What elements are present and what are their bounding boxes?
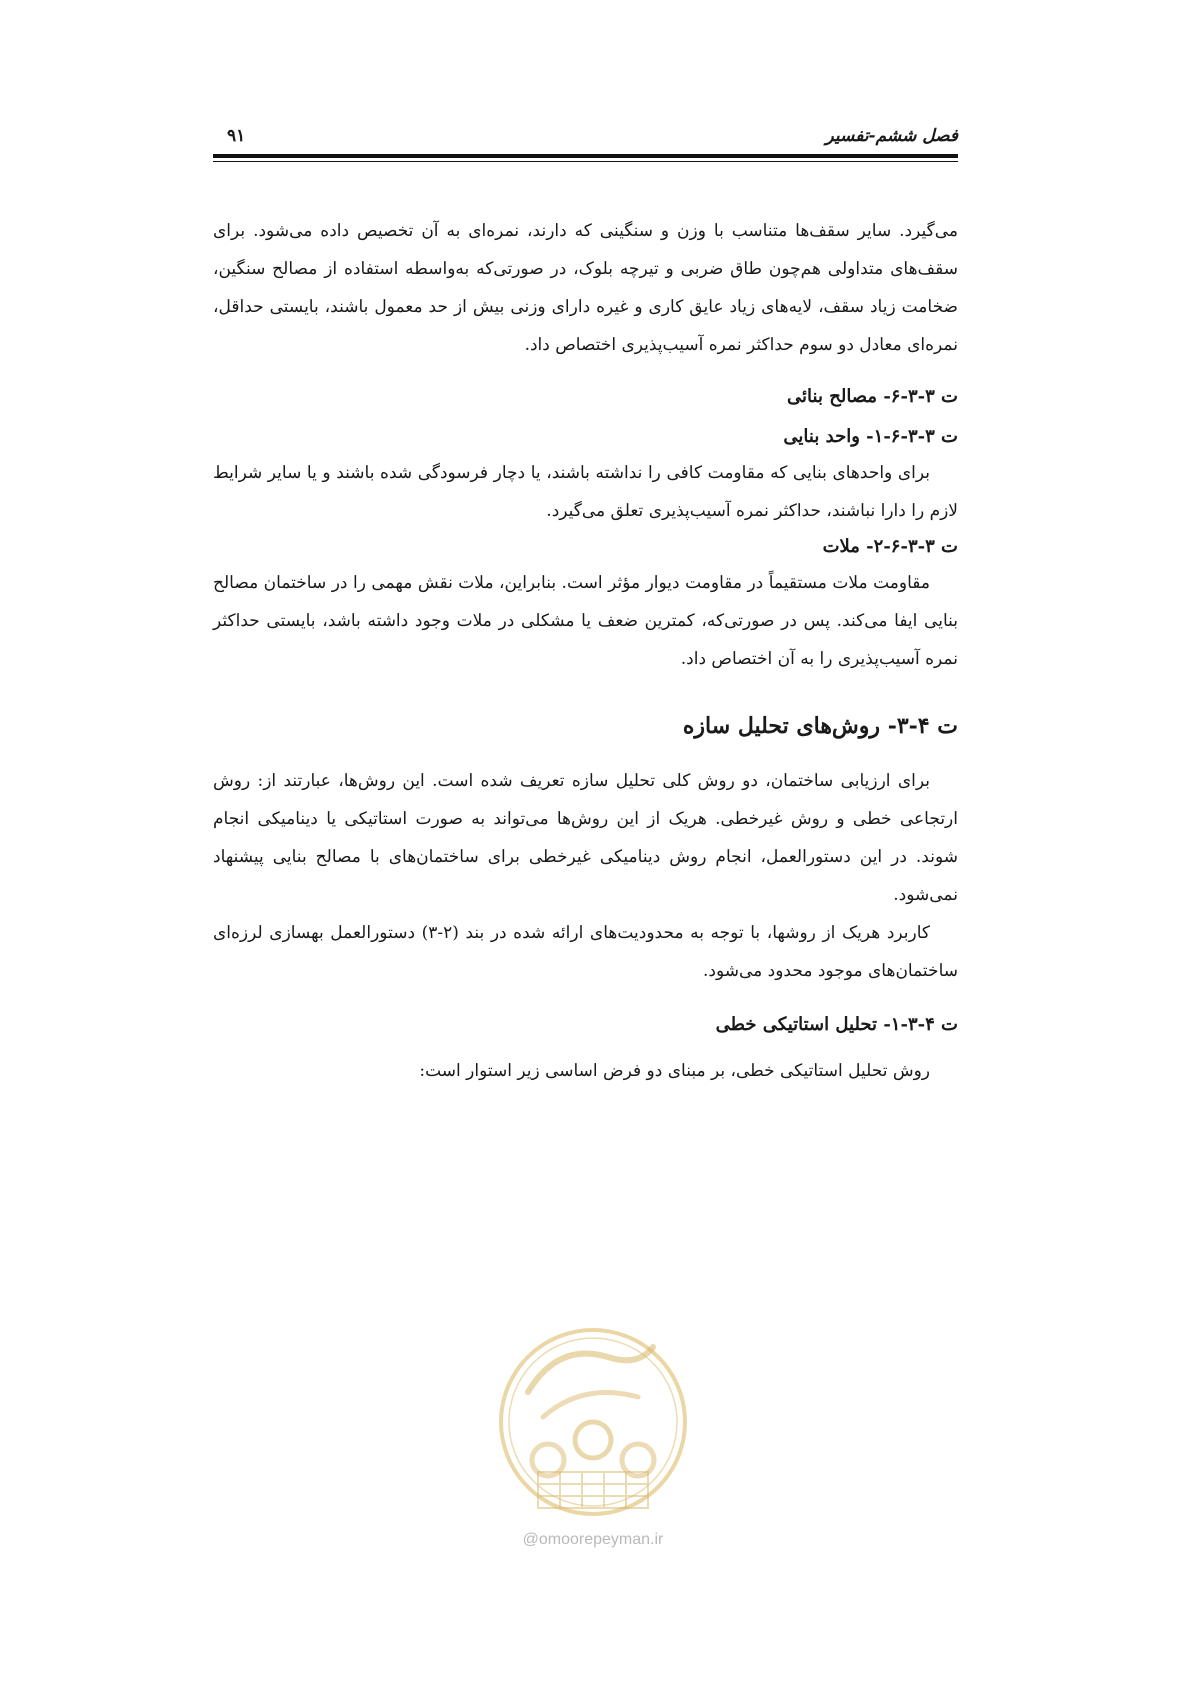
heading-masonry-materials: ت ۳-۳-۶- مصالح بنائی [787, 386, 958, 407]
watermark-logo [488, 1322, 698, 1552]
chapter-title: فصل ششم-تفسیر [825, 126, 958, 146]
heading-linear-static: ت ۴-۳-۱- تحلیل استاتیکی خطی [715, 1014, 958, 1035]
paragraph-masonry-unit: برای واحدهای بنایی که مقاومت کافی را نداشته باشند، یا دچار فرسودگی شده باشند و یا سایر شرایط لازم را دارا نباشند، حداکثر نمره آسیب‌پذیری تعلق می‌گیرد. [213, 463, 958, 521]
heading-analysis-methods: ت ۴-۳- روش‌های تحلیل سازه [682, 713, 958, 739]
heading-masonry-unit: ت ۳-۳-۶-۱- واحد بنایی [783, 426, 958, 447]
watermark-url: @omoorepeyman.ir [522, 1531, 664, 1548]
paragraph-linear-static: روش تحلیل استاتیکی خطی، بر مبنای دو فرض اساسی زیر استوار است: [419, 1061, 930, 1081]
page-body [213, 212, 958, 1090]
omoorepeyman-logo-icon [488, 1322, 698, 1552]
header-rule-thick [213, 154, 958, 158]
paragraph-analysis-methods: برای ارزیابی ساختمان، دو روش کلی تحلیل سازه تعریف شده است. این روش‌ها، عبارتند از: روش ارتجاعی خطی و روش غیرخطی. هریک از این روش‌ها می‌تواند به صورت استاتیکی یا دینامیکی انجام شوند. در این دستورالعمل، انجام روش دینامیکی غیرخطی برای ساختمان‌های با مصالح بنایی پیشنهاد نمی‌شود. [213, 771, 958, 905]
paragraph-roof-weight: می‌گیرد. سایر سقف‌ها متناسب با وزن و سنگینی که دارند، نمره‌ای به آن تخصیص داده می‌شود. برای سقف‌های متداولی هم‌چون طاق ضربی و تیرچه بلوک، در صورتی‌که به‌واسطه استفاده از مصالح سنگین، ضخامت زیاد سقف، لایه‌های زیاد عایق کاری و غیره دارای وزنی بیش از حد معمول باشند، بایستی حداقل، نمره‌ای معادل دو سوم حداکثر نمره آسیب‌پذیری اختصاص داد. [213, 221, 958, 355]
page-header [213, 126, 958, 156]
page-number: ۹۱ [227, 126, 246, 146]
paragraph-method-usage: کاربرد هریک از روشها، با توجه به محدودیت‌های ارائه شده در بند (۲-۳) دستورالعمل بهسازی لرزه‌ای ساختمان‌های موجود محدود می‌شود. [213, 923, 958, 981]
heading-mortar: ت ۳-۳-۶-۲- ملات [822, 536, 958, 557]
paragraph-mortar: مقاومت ملات مستقیماً در مقاومت دیوار مؤثر است. بنابراین، ملات نقش مهمی را در ساختمان مصالح بنایی ایفا می‌کند. پس در صورتی‌که، کمترین ضعف یا مشکلی در ملات وجود داشته باشد، بایستی حداکثر نمره آسیب‌پذیری را به آن اختصاص داد. [213, 573, 958, 669]
header-rule-thin [213, 161, 958, 162]
